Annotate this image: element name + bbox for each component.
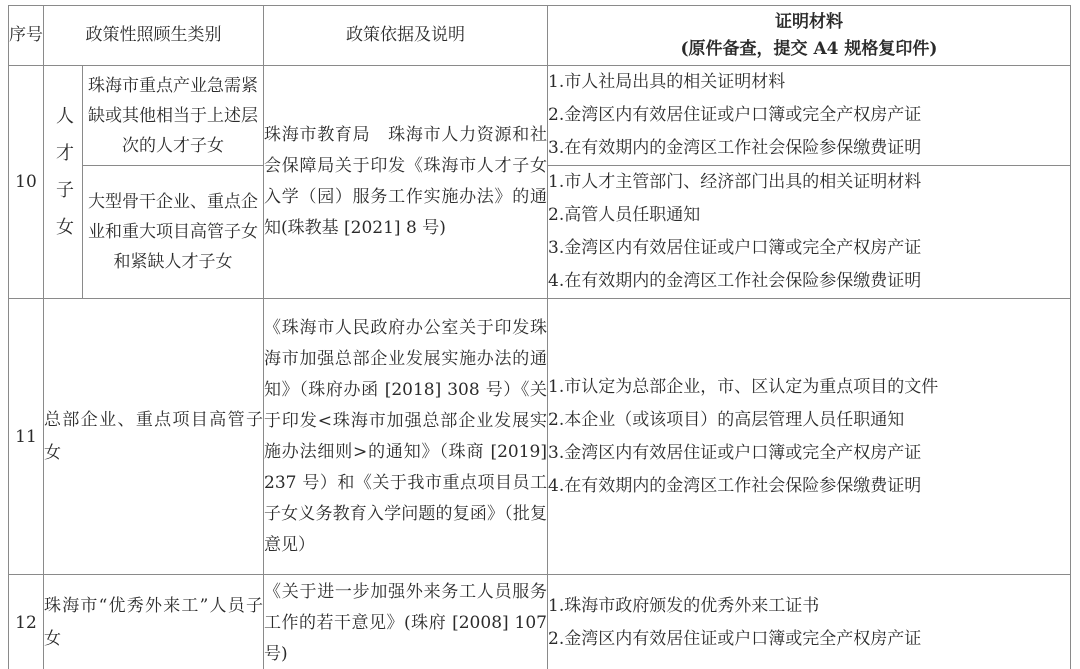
cell-serial-10: 10 [9, 66, 44, 299]
cell-category-10a: 珠海市重点产业急需紧缺或其他相当于上述层次的人才子女 [83, 66, 264, 166]
material-item: 2.本企业（或该项目）的高层管理人员任职通知 [548, 409, 905, 430]
material-item: 3.金湾区内有效居住证或户口簿或完全产权房产证 [548, 442, 922, 463]
cell-materials-10a [548, 66, 1071, 166]
material-item: 1.市人才主管部门、经济部门出具的相关证明材料 [548, 172, 922, 192]
header-policy [264, 6, 548, 66]
material-item: 1.市人社局出具的相关证明材料 [548, 72, 786, 92]
cell-materials-10b [548, 166, 1071, 299]
cell-policy-11: 《珠海市人民政府办公室关于印发珠海市加强总部企业发展实施办法的通知》（珠府办函 [2018] 308 号）《关于印发<珠海市加强总部企业发展实施办法细则>的通知》（珠商 [2019] 237 号）和《关于我市重点项目员工子女义务教育入学问题的复函》（批复意见） [264, 299, 548, 575]
material-item: 4.在有效期内的金湾区工作社会保险参保缴费证明 [548, 475, 922, 496]
table-row-11 [9, 299, 1071, 575]
cell-category-11: 总部企业、重点项目高管子女 [44, 299, 264, 575]
header-serial-label: 序号 [9, 25, 43, 45]
header-category-label: 政策性照顾生类别 [85, 25, 222, 45]
material-item: 3.在有效期内的金湾区工作社会保险参保缴费证明 [548, 138, 922, 158]
policy-table [8, 5, 1071, 669]
header-category [44, 6, 264, 66]
material-item: 2.高管人员任职通知 [548, 205, 701, 225]
material-item: 1.市认定为总部企业，市、区认定为重点项目的文件 [548, 376, 939, 397]
material-item: 3.金湾区内有效居住证或户口簿或完全产权房产证 [548, 238, 922, 258]
header-serial [9, 6, 44, 66]
header-materials-note: (原件备查，提交 A4 规格复印件) [680, 38, 938, 59]
material-item: 1.珠海市政府颁发的优秀外来工证书 [548, 596, 820, 616]
group-10-vertical-label: 人才子女 [53, 105, 74, 254]
cell-materials-12 [548, 575, 1071, 669]
material-item: 2.金湾区内有效居住证或户口簿或完全产权房产证 [548, 105, 922, 125]
table-row-10a [9, 66, 1071, 166]
material-item: 2.金湾区内有效居住证或户口簿或完全产权房产证 [548, 629, 922, 649]
header-materials [548, 6, 1071, 66]
table-row-12 [9, 575, 1071, 669]
cell-policy-10: 珠海市教育局 珠海市人力资源和社会保障局关于印发《珠海市人才子女入学（园）服务工作实施办法》的通知(珠教基 [2021] 8 号) [264, 66, 548, 299]
cell-serial-11: 11 [9, 299, 44, 575]
cell-materials-11 [548, 299, 1071, 575]
cell-category-12: 珠海市“优秀外来工”人员子女 [44, 575, 264, 669]
table-header-row [9, 6, 1071, 66]
cell-group-10 [44, 66, 83, 299]
header-policy-label: 政策依据及说明 [346, 25, 465, 45]
cell-category-10b: 大型骨干企业、重点企业和重大项目高管子女和紧缺人才子女 [83, 166, 264, 299]
cell-serial-12: 12 [9, 575, 44, 669]
cell-policy-12: 《关于进一步加强外来务工人员服务工作的若干意见》(珠府 [2008] 107 号) [264, 575, 548, 669]
header-materials-title: 证明材料 [775, 11, 843, 32]
material-item: 4.在有效期内的金湾区工作社会保险参保缴费证明 [548, 271, 922, 291]
